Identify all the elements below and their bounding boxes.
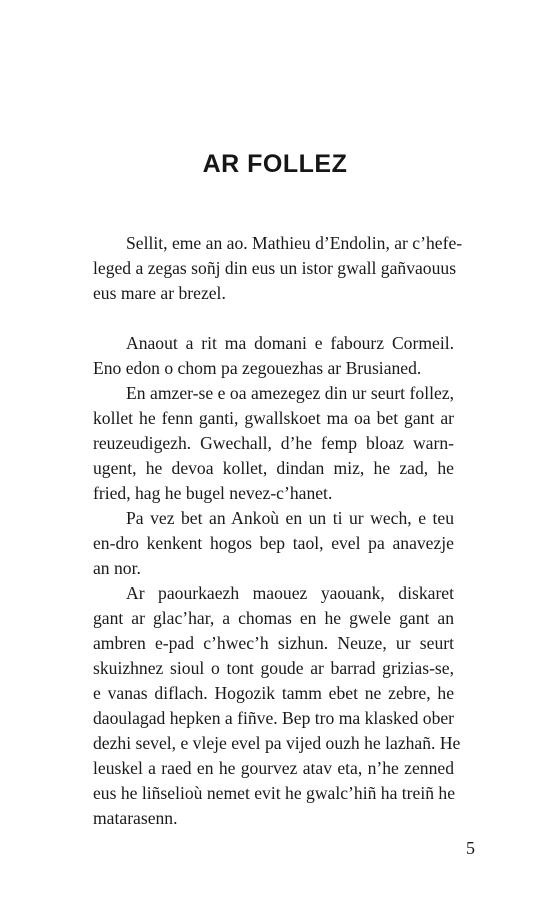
text-line: dezhi sevel, e vleje evel pa vijed ouzh he lazhañ. He [93, 733, 461, 753]
text-line: en-dro kenkent hogos bep taol, evel pa anavezje [93, 533, 454, 553]
text-line: Ar paourkaezh maouez yaouank, diskaret [126, 583, 454, 603]
text-line: gant ar glac’har, a chomas en he gwele gant an [93, 608, 454, 628]
text-line: skuizhnez sioul o tont goude ar barrad grizias-se, [93, 658, 454, 678]
text-line: eus mare ar brezel. [93, 283, 226, 303]
text-line: e vanas diflach. Hogozik tamm ebet ne zebre, he [93, 683, 454, 703]
text-line: an nor. [93, 558, 141, 578]
paragraph [93, 331, 454, 381]
paragraph [93, 506, 454, 581]
text-line: Pa vez bet an Ankoù en un ti ur wech, e teu [126, 508, 454, 528]
text-line: leuskel a raed en he gourvez atav eta, n’he zenned [93, 758, 454, 778]
paragraph [93, 381, 454, 506]
text-line: kollet he fenn ganti, gwallskoet ma oa bet gant ar [93, 408, 454, 428]
text-line: Anaout a rit ma domani e fabourz Cormeil. [126, 333, 454, 353]
opening-text [93, 231, 463, 306]
page-number: 5 [466, 838, 475, 858]
text-line: fried, hag he bugel nevez-c’hanet. [93, 483, 333, 503]
text-line: ugent, he devoa kollet, dindan miz, he zad, he [93, 458, 454, 478]
text-line: leged a zegas soñj din eus un istor gwall gañvaouus [93, 258, 457, 278]
text-line: matarasenn. [93, 808, 178, 828]
main-text [93, 331, 461, 831]
text-line: En amzer-se e oa amezegez din ur seurt follez, [126, 383, 454, 403]
paragraph [93, 581, 461, 831]
text-line: eus he liñselioù nemet evit he gwalc’hiñ ha treiñ he [93, 783, 456, 803]
text-line: Eno edon o chom pa zegouezhas ar Brusianed. [93, 358, 422, 378]
text-line: daoulagad hepken a fiñve. Bep tro ma klasked ober [93, 708, 455, 728]
paragraph [93, 231, 463, 306]
text-line: Sellit, eme an ao. Mathieu d’Endolin, ar c’hefe- [126, 233, 463, 253]
text-line: ambren e-pad c’hwec’h sizhun. Neuze, ur seurt [93, 633, 454, 653]
text-line: reuzeudigezh. Gwechall, d’he femp bloaz warn- [93, 433, 454, 453]
chapter-title: AR FOLLEZ [202, 150, 348, 178]
